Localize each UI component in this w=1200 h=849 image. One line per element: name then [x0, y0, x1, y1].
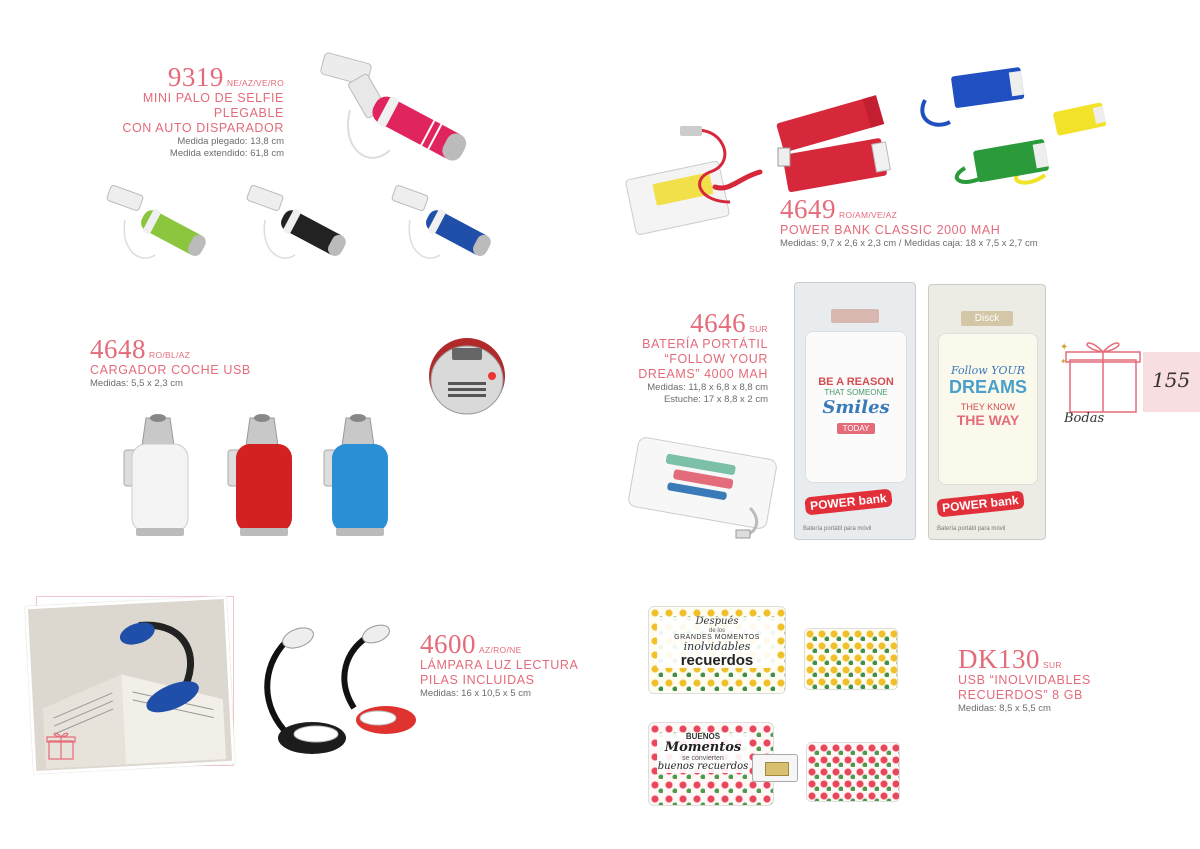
power-bank-badge: POWER bank — [936, 491, 1024, 518]
power-bank-classic-colors-image — [905, 60, 1115, 190]
product-measure: Medidas: 8,5 x 5,5 cm — [958, 703, 1051, 714]
gift-box-icon — [1056, 330, 1146, 418]
card-text: TODAY — [837, 423, 876, 434]
page-number: 155 — [1152, 368, 1191, 392]
selfie-stick-black-image — [240, 180, 360, 270]
usb-card-lemons-back — [804, 628, 898, 690]
battery-card-face — [938, 333, 1038, 485]
usb-contacts — [765, 762, 789, 776]
product-name-line: BATERÍA PORTÁTIL — [642, 337, 768, 351]
small-gift-icon — [44, 728, 78, 762]
car-charger-red-image — [222, 410, 302, 542]
usb-card-label — [657, 733, 749, 773]
battery-card-image — [622, 430, 782, 542]
product-4646 — [560, 310, 768, 406]
battery-package-1 — [794, 282, 916, 540]
product-variants: AZ/RO/NE — [479, 645, 522, 655]
svg-text:✦: ✦ — [1060, 357, 1067, 366]
card-text: THAT SOMEONE — [824, 388, 888, 397]
product-variants: RO/AM/VE/AZ — [839, 210, 898, 220]
product-name-line: CARGADOR COCHE USB — [90, 363, 251, 377]
card-text: THEY KNOW — [960, 402, 1016, 412]
product-name-line: PILAS INCLUIDAS — [420, 673, 535, 687]
svg-text:✦: ✦ — [1060, 342, 1069, 353]
product-measure: Medidas: 5,5 x 2,3 cm — [90, 378, 183, 389]
product-measure: Medida plegado: 13,8 cm — [177, 136, 284, 147]
product-4649 — [780, 196, 1080, 250]
card-text: recuerdos — [680, 651, 754, 669]
card-text: Momentos — [664, 740, 742, 756]
card-text: se convierten — [682, 755, 724, 763]
product-name-line: POWER BANK CLASSIC 2000 MAH — [780, 223, 1001, 237]
power-bank-badge: POWER bank — [804, 489, 892, 516]
card-text: buenos recuerdos — [657, 761, 749, 773]
usb-card-label — [657, 617, 777, 668]
product-name-line: LÁMPARA LUZ LECTURA — [420, 658, 579, 672]
card-text: inolvidables — [683, 640, 751, 654]
card-text: GRANDES MOMENTOS — [674, 633, 760, 641]
product-4648 — [90, 336, 290, 390]
package-brand: Disck — [961, 311, 1013, 326]
car-charger-blue-image — [318, 410, 398, 542]
section-label: Bodas — [1064, 411, 1105, 426]
product-DK130 — [958, 646, 1138, 715]
product-code: 4648 — [90, 334, 146, 364]
card-text: Después — [695, 616, 739, 627]
product-name-line: “FOLLOW YOUR — [664, 352, 768, 366]
product-code: 9319 — [167, 62, 224, 92]
product-variants: RO/BL/AZ — [149, 350, 191, 360]
product-name-line: USB “INOLVIDABLES — [958, 673, 1091, 687]
card-text: BE A REASON — [818, 376, 894, 388]
package-tag — [831, 309, 879, 323]
product-name-line: CON AUTO DISPARADOR — [122, 121, 284, 135]
product-measure: Medidas: 11,8 x 6,8 x 8,8 cm — [647, 382, 768, 393]
product-name-line: MINI PALO DE SELFIE PLEGABLE — [142, 91, 284, 120]
product-code: 4600 — [420, 629, 476, 659]
card-text: THE WAY — [956, 412, 1020, 428]
product-variants: SUR — [749, 324, 768, 334]
car-charger-white-image — [118, 410, 198, 542]
car-charger-detail-image — [422, 328, 512, 418]
product-variants: SUR — [1043, 660, 1062, 670]
usb-card-lemons-front — [648, 606, 786, 694]
product-code: 4646 — [690, 308, 747, 338]
usb-connector — [752, 754, 798, 782]
selfie-stick-main-image — [300, 40, 480, 180]
product-measure: Medidas: 9,7 x 2,6 x 2,3 cm / Medidas caja: 18 x 7,5 x 2,7 cm — [780, 238, 1038, 249]
package-footer: Batería portátil para móvil — [803, 526, 872, 532]
product-measure: Medida extendido: 61,8 cm — [169, 148, 284, 159]
product-measure: Medidas: 16 x 10,5 x 5 cm — [420, 688, 531, 699]
product-4600 — [420, 631, 600, 700]
selfie-stick-green-image — [100, 180, 220, 270]
card-text: de los — [708, 627, 725, 634]
product-9319 — [70, 64, 284, 160]
product-name-line: DREAMS” 4000 MAH — [638, 367, 768, 381]
product-variants: NE/AZ/VE/RO — [226, 78, 284, 88]
card-text: DREAMS — [948, 377, 1027, 397]
product-measure: Estuche: 17 x 8,8 x 2 cm — [663, 394, 768, 405]
card-text: BUENOS — [685, 732, 721, 741]
product-name-line: RECUERDOS” 8 GB — [958, 688, 1083, 702]
card-text: Smiles — [822, 397, 890, 418]
battery-card-face — [805, 331, 907, 483]
usb-card-watermelon-back — [806, 742, 900, 802]
card-text: Follow YOUR — [950, 364, 1026, 377]
product-code: DK130 — [958, 644, 1040, 674]
reading-lamps-image — [244, 620, 420, 760]
selfie-stick-blue-image — [385, 180, 505, 270]
product-code: 4649 — [780, 194, 836, 224]
battery-package-2 — [928, 284, 1046, 540]
package-footer: Batería portátil para móvil — [937, 526, 1006, 532]
